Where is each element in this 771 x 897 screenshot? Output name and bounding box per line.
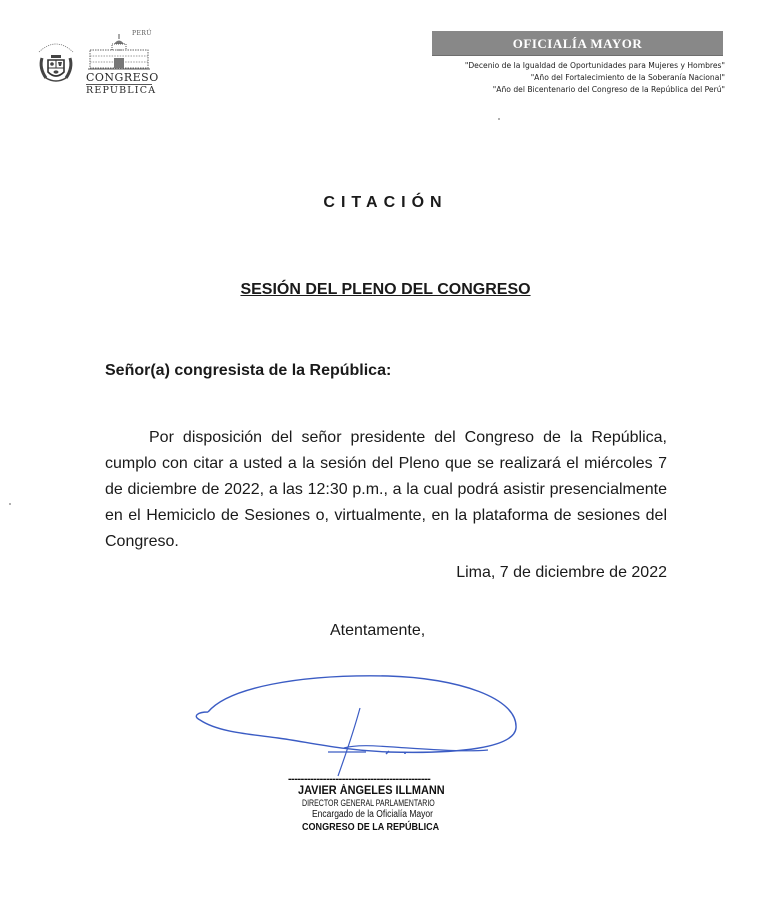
decenio-line: "Decenio de la Igualdad de Oportunidades para Mujeres y Hombres"	[464, 61, 725, 70]
scan-speck	[498, 118, 500, 120]
handwritten-signature	[188, 668, 528, 778]
signatory-name: JAVIER ÁNGELES ILLMANN	[298, 785, 445, 797]
salutation: Señor(a) congresista de la República:	[105, 362, 392, 379]
signatory-organization: CONGRESO DE LA REPÚBLICA	[302, 821, 440, 833]
place-date: Lima, 7 de diciembre de 2022	[456, 564, 667, 581]
year-name-line: "Año del Fortalecimiento de la Soberanía Nacional"	[530, 73, 725, 82]
scan-speck	[9, 503, 11, 505]
logo-text-republica: REPÚBLICA	[86, 85, 157, 96]
official-year-names	[465, 60, 725, 96]
logo-peru-text: PERÚ	[132, 30, 152, 37]
coat-of-arms-icon	[36, 38, 76, 98]
body-paragraph: Por disposición del señor presidente del Congreso de la República, cumplo con citar a usted a la sesión del Pleno que se realizará el miércoles 7 de diciembre de 2022, a las 12:30 p.m., a la cual podrá asistir presencialmente en el Hemiciclo de Sesiones o, virtualmente, en la plataforma de sesiones del Congreso.	[105, 429, 667, 550]
congress-building-icon	[88, 34, 150, 70]
congreso-logo	[86, 30, 162, 98]
signatory-stamp	[288, 774, 478, 833]
document-title: CITACIÓN	[323, 194, 448, 211]
signatory-charge: Encargado de la Oficialía Mayor	[312, 809, 433, 820]
document-subtitle: SESIÓN DEL PLENO DEL CONGRESO	[240, 281, 531, 298]
bicentenario-line: "Año del Bicentenario del Congreso de la República del Perú"	[492, 85, 725, 94]
signatory-role: DIRECTOR GENERAL PARLAMENTARIO	[302, 798, 435, 808]
logo-text-congreso: CONGRESO	[86, 71, 159, 84]
office-title-banner: OFICIALÍA MAYOR	[432, 31, 723, 56]
signature-line: ---------------------------------------------	[288, 774, 431, 784]
closing-phrase: Atentamente,	[330, 622, 426, 639]
